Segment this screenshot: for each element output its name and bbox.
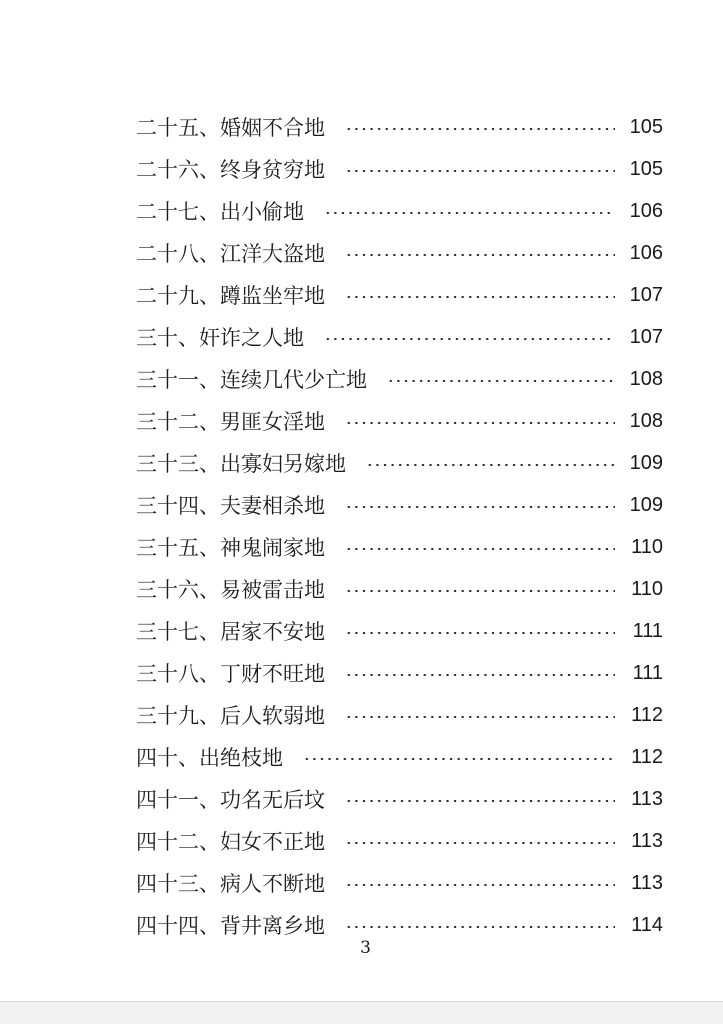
toc-entry-page: 113 xyxy=(631,871,663,894)
toc-entry-title: 三十、奸诈之人地 xyxy=(136,326,304,350)
dot-leader xyxy=(366,464,615,466)
dot-leader xyxy=(345,548,615,550)
dot-leader xyxy=(345,800,615,802)
toc-entry-title: 三十八、丁财不旺地 xyxy=(136,662,325,686)
toc-entry-page: 109 xyxy=(629,493,663,516)
toc-entry-title: 三十四、夫妻相杀地 xyxy=(136,494,325,518)
toc-entry-title: 四十二、妇女不正地 xyxy=(136,830,325,854)
toc-entry-page: 107 xyxy=(629,325,663,348)
toc-entry-title: 二十八、江洋大盗地 xyxy=(136,242,325,266)
dot-leader xyxy=(387,380,615,382)
toc-entry xyxy=(136,442,663,484)
toc-entry-page: 110 xyxy=(631,535,663,558)
toc-entry xyxy=(136,106,663,148)
toc-entry xyxy=(136,400,663,442)
dot-leader xyxy=(345,422,615,424)
dot-leader xyxy=(303,758,615,760)
toc-entry-page: 109 xyxy=(629,451,663,474)
toc-entry-page: 113 xyxy=(631,829,663,852)
toc-entry xyxy=(136,232,663,274)
toc-entry xyxy=(136,610,663,652)
toc-entry-page: 114 xyxy=(631,913,663,936)
toc-entry xyxy=(136,778,663,820)
dot-leader xyxy=(345,674,615,676)
toc-entry-title: 二十六、终身贫穷地 xyxy=(136,158,325,182)
dot-leader xyxy=(324,338,615,340)
toc-entry xyxy=(136,652,663,694)
toc-entry-title: 三十六、易被雷击地 xyxy=(136,578,325,602)
toc-entry-title: 三十一、连续几代少亡地 xyxy=(136,368,367,392)
dot-leader xyxy=(345,842,615,844)
dot-leader xyxy=(345,254,615,256)
toc-entry-page: 111 xyxy=(632,619,663,642)
toc-entry-title: 四十、出绝枝地 xyxy=(136,746,283,770)
dot-leader xyxy=(345,884,615,886)
dot-leader xyxy=(345,590,615,592)
toc-entry-title: 四十三、病人不断地 xyxy=(136,872,325,896)
toc-entry-title: 二十九、蹲监坐牢地 xyxy=(136,284,325,308)
toc-entry-title: 二十七、出小偷地 xyxy=(136,200,304,224)
toc-entry xyxy=(136,190,663,232)
toc-entry-title: 三十二、男匪女淫地 xyxy=(136,410,325,434)
toc-entry xyxy=(136,820,663,862)
dot-leader xyxy=(324,212,615,214)
toc-entry-page: 111 xyxy=(632,661,663,684)
toc-entry xyxy=(136,148,663,190)
toc-entry xyxy=(136,694,663,736)
table-of-contents xyxy=(136,106,663,946)
dot-leader xyxy=(345,296,615,298)
toc-entry xyxy=(136,316,663,358)
dot-leader xyxy=(345,128,615,130)
toc-entry xyxy=(136,484,663,526)
toc-entry-page: 106 xyxy=(629,241,663,264)
toc-entry-page: 105 xyxy=(629,115,663,138)
toc-entry xyxy=(136,568,663,610)
toc-entry xyxy=(136,736,663,778)
toc-entry-title: 四十四、背井离乡地 xyxy=(136,914,325,938)
toc-entry-page: 108 xyxy=(629,367,663,390)
toc-entry-page: 112 xyxy=(631,703,663,726)
toc-entry-title: 三十九、后人软弱地 xyxy=(136,704,325,728)
dot-leader xyxy=(345,716,615,718)
toc-entry-page: 112 xyxy=(631,745,663,768)
toc-entry-title: 三十三、出寡妇另嫁地 xyxy=(136,452,346,476)
toc-entry xyxy=(136,358,663,400)
dot-leader xyxy=(345,506,615,508)
dot-leader xyxy=(345,926,615,928)
toc-entry xyxy=(136,862,663,904)
toc-entry-title: 二十五、婚姻不合地 xyxy=(136,116,325,140)
toc-entry-title: 三十七、居家不安地 xyxy=(136,620,325,644)
toc-entry-title: 四十一、功名无后坟 xyxy=(136,788,325,812)
toc-entry-title: 三十五、神鬼闹家地 xyxy=(136,536,325,560)
dot-leader xyxy=(345,632,615,634)
toc-entry-page: 108 xyxy=(629,409,663,432)
toc-entry-page: 106 xyxy=(629,199,663,222)
toc-entry-page: 105 xyxy=(629,157,663,180)
toc-entry xyxy=(136,274,663,316)
dot-leader xyxy=(345,170,615,172)
toc-entry-page: 110 xyxy=(631,577,663,600)
page-number: 3 xyxy=(360,938,371,958)
scan-bottom-margin xyxy=(0,1002,723,1024)
toc-entry-page: 113 xyxy=(631,787,663,810)
toc-entry-page: 107 xyxy=(629,283,663,306)
toc-entry xyxy=(136,526,663,568)
